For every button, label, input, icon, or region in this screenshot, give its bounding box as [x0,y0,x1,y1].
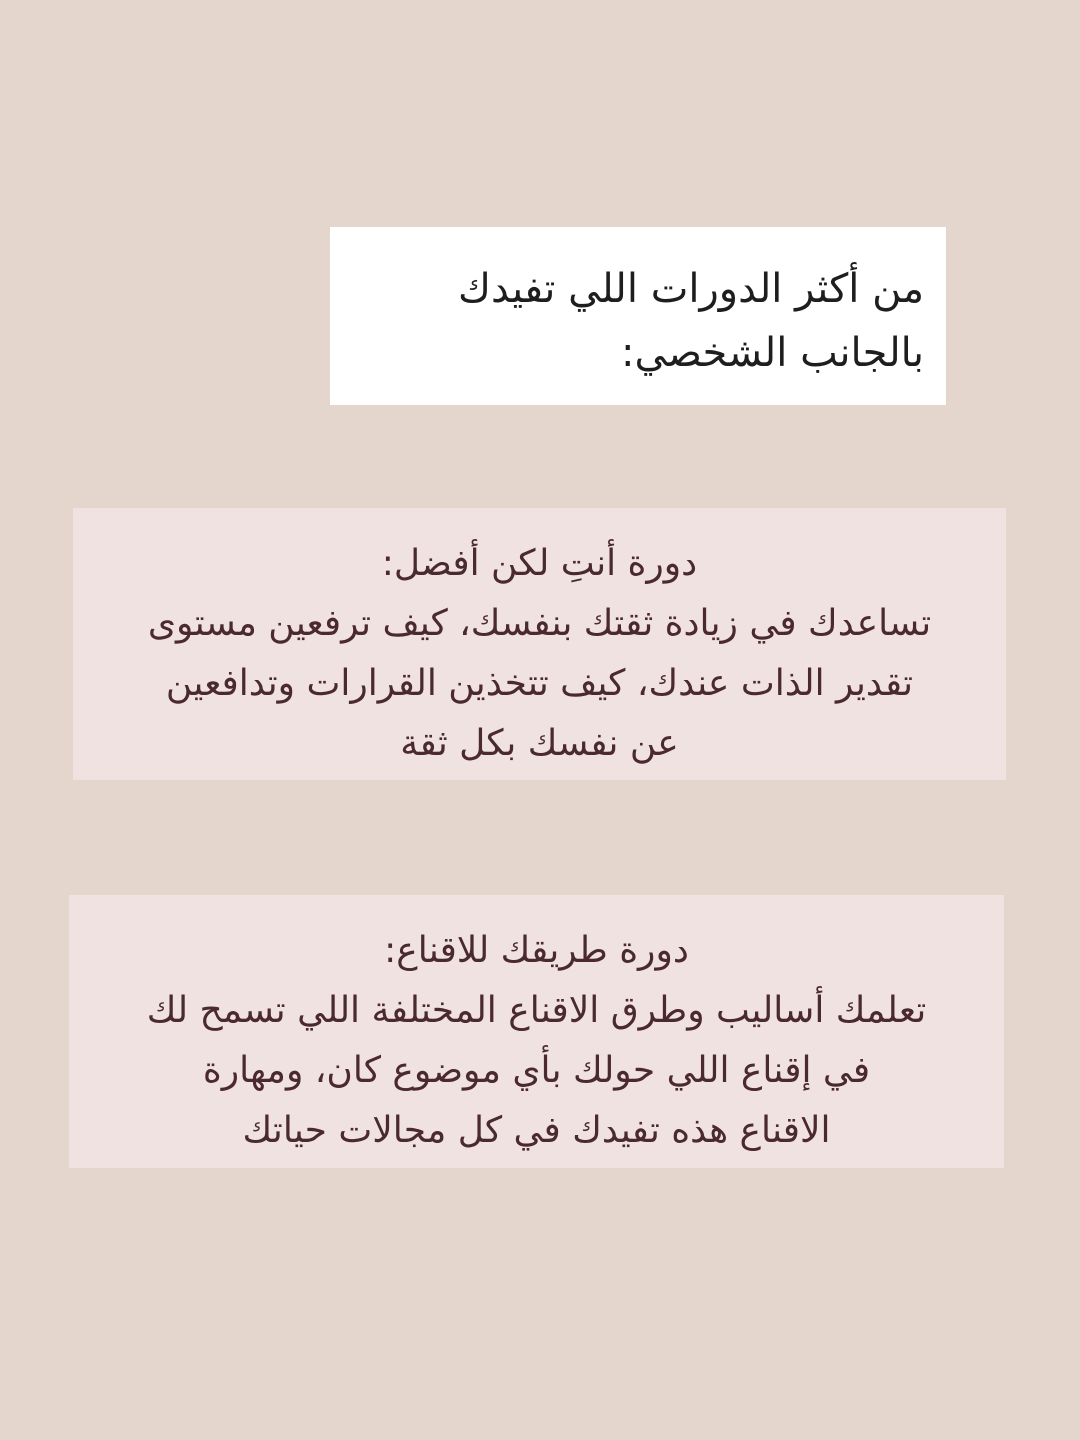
title-box [330,227,946,405]
course-card-persuasion [69,895,1004,1168]
course-description-line: تساعدك في زيادة ثقتك بنفسك، كيف ترفعين مستوى [147,603,932,644]
title-line-2: بالجانب الشخصي: [621,330,924,376]
course-description-line: في إقناع اللي حولك بأي موضوع كان، ومهارة [202,1050,871,1091]
course-description-line: تعلمك أساليب وطرق الاقناع المختلفة اللي تسمح لك [146,990,927,1031]
course-card-confidence [73,508,1006,780]
course-description-line: تقدير الذات عندك، كيف تتخذين القرارات وتدافعين [165,663,914,704]
course-title: دورة أنتِ لكن أفضل: [381,543,698,584]
course-description-line: عن نفسك بكل ثقة [400,723,679,764]
course-description-line: الاقناع هذه تفيدك في كل مجالات حياتك [242,1110,831,1151]
title-line-1: من أكثر الدورات اللي تفيدك [457,266,924,312]
course-title: دورة طريقك للاقناع: [384,930,689,971]
